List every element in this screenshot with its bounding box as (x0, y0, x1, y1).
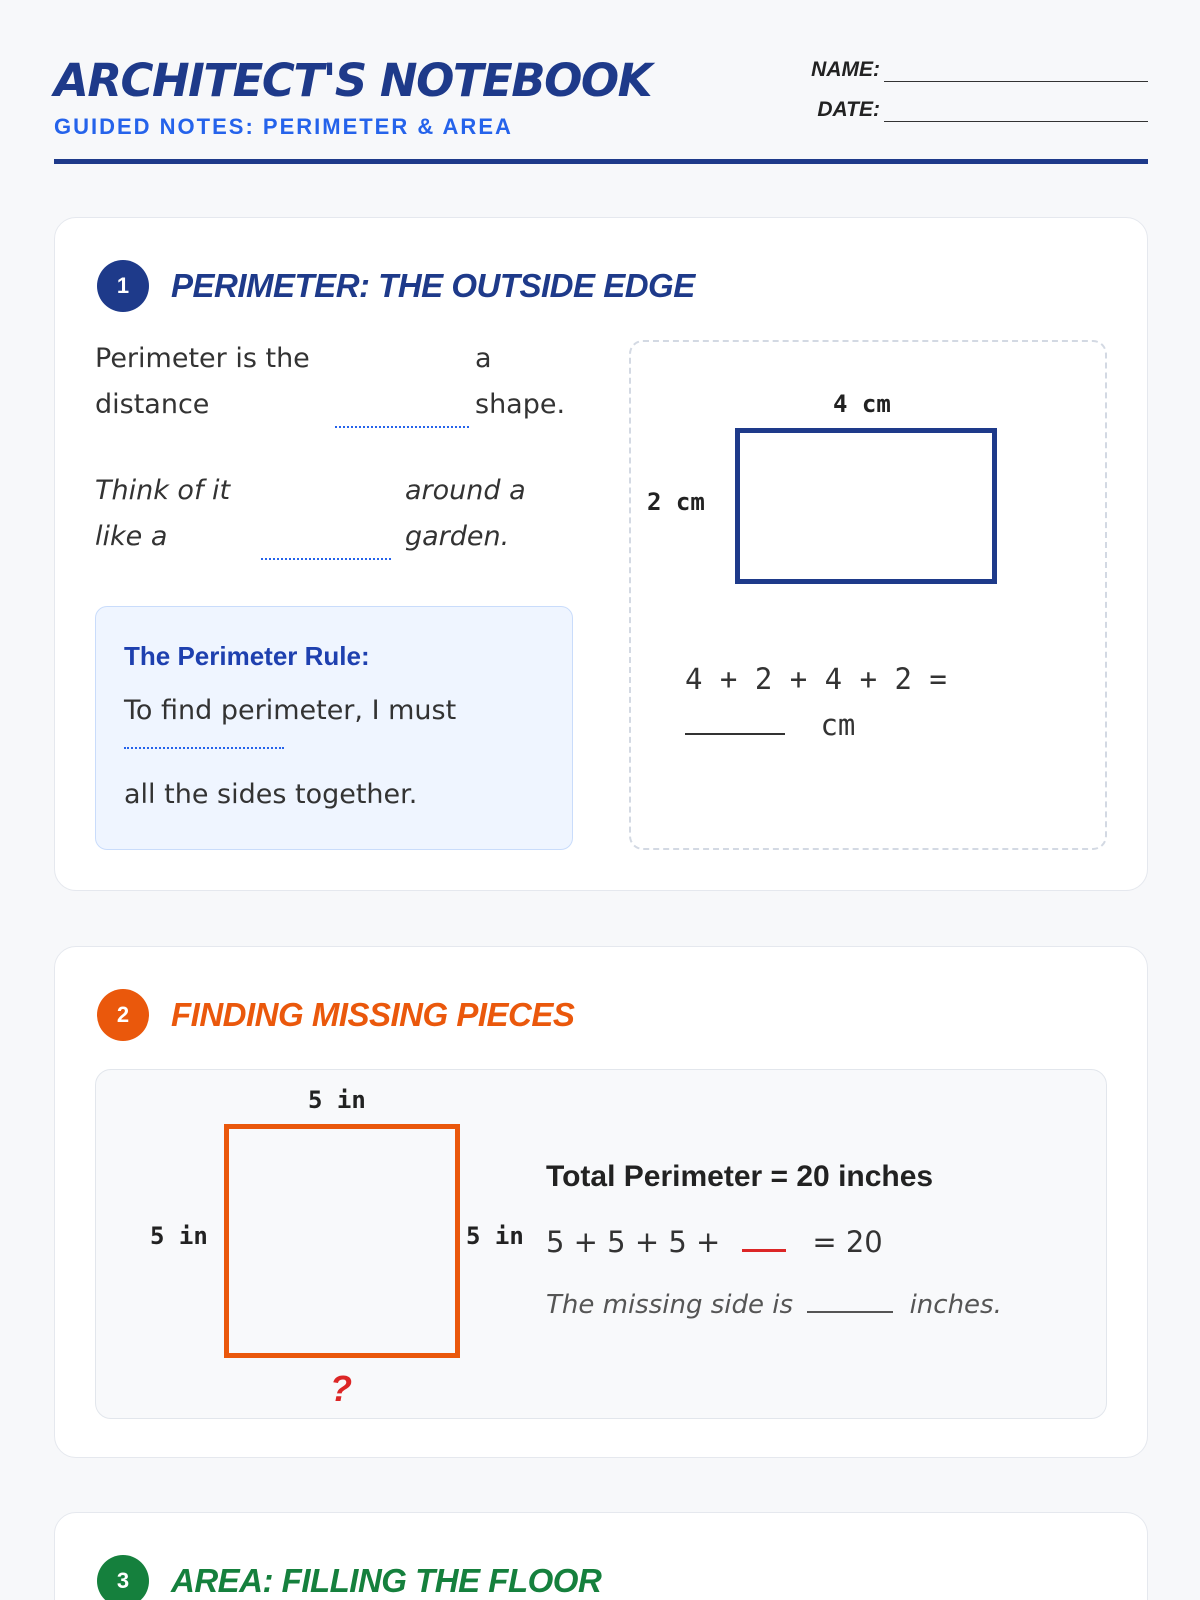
perimeter-rule-box (95, 606, 573, 850)
sum-right: = 20 (812, 1225, 883, 1259)
missing-side-sentence (546, 1290, 1002, 1320)
section-title: PERIMETER: THE OUTSIDE EDGE (171, 267, 695, 304)
page-subtitle: GUIDED NOTES: PERIMETER & AREA (54, 114, 513, 139)
analogy-text: around a (405, 475, 526, 506)
missing-side-marker: ? (330, 1368, 352, 1409)
section-number-badge: 2 (97, 989, 149, 1041)
analogy-text: garden. (405, 521, 510, 552)
date-field[interactable] (817, 98, 1148, 122)
analogy-text: like a (95, 521, 168, 552)
top-dimension-label: 4 cm (833, 390, 891, 418)
page-header (54, 48, 1148, 164)
section-title: FINDING MISSING PIECES (171, 996, 575, 1033)
rule-blank[interactable] (124, 747, 284, 749)
definition-text: shape. (475, 389, 566, 420)
square-shape (224, 1124, 460, 1358)
perimeter-equation: 4 + 2 + 4 + 2 = (685, 662, 947, 696)
sum-left: 5 + 5 + 5 + (546, 1225, 721, 1259)
section-number-badge: 3 (97, 1555, 149, 1600)
name-field[interactable] (811, 58, 1148, 82)
section-area-card (54, 1512, 1148, 1600)
date-label: DATE: (817, 98, 880, 121)
section-header (97, 260, 695, 312)
sum-blank[interactable] (742, 1242, 786, 1252)
equation-answer-row (685, 708, 855, 742)
definition-text: Perimeter is the (95, 343, 310, 374)
rule-text-after: all the sides together. (124, 779, 418, 810)
analogy-fill-in (95, 468, 526, 560)
section-header (97, 1555, 601, 1600)
section-title: AREA: FILLING THE FLOOR (171, 1562, 602, 1599)
missing-before: The missing side is (546, 1290, 794, 1320)
rectangle-diagram (629, 340, 1107, 850)
rectangle-shape (735, 428, 997, 584)
section-header (97, 989, 574, 1041)
sum-equation (546, 1225, 883, 1259)
definition-fill-in (95, 336, 565, 428)
analogy-text: Think of it (95, 475, 231, 506)
rule-text-before: To find perimeter, I must (124, 695, 457, 726)
missing-side-blank[interactable] (807, 1303, 893, 1313)
rule-title: The Perimeter Rule: (124, 641, 370, 671)
section-perimeter-card (54, 217, 1148, 891)
missing-after: inches. (909, 1290, 1002, 1320)
left-dimension-label: 5 in (150, 1222, 208, 1250)
analogy-blank[interactable] (261, 530, 391, 560)
section-missing-pieces-card (54, 946, 1148, 1458)
missing-side-problem (95, 1069, 1107, 1419)
definition-text: a (475, 343, 492, 374)
side-dimension-label: 2 cm (647, 488, 705, 516)
equation-answer-blank[interactable] (685, 725, 785, 735)
page-title: ARCHITECT'S NOTEBOOK (54, 54, 651, 107)
section-number-badge: 1 (97, 260, 149, 312)
total-perimeter-text: Total Perimeter = 20 inches (546, 1160, 934, 1193)
right-dimension-label: 5 in (466, 1222, 524, 1250)
name-line[interactable] (884, 62, 1148, 82)
definition-blank[interactable] (335, 398, 469, 428)
date-line[interactable] (884, 102, 1148, 122)
definition-text: distance (95, 389, 210, 420)
top-dimension-label: 5 in (308, 1086, 366, 1114)
name-label: NAME: (811, 58, 880, 81)
equation-unit: cm (820, 708, 856, 742)
